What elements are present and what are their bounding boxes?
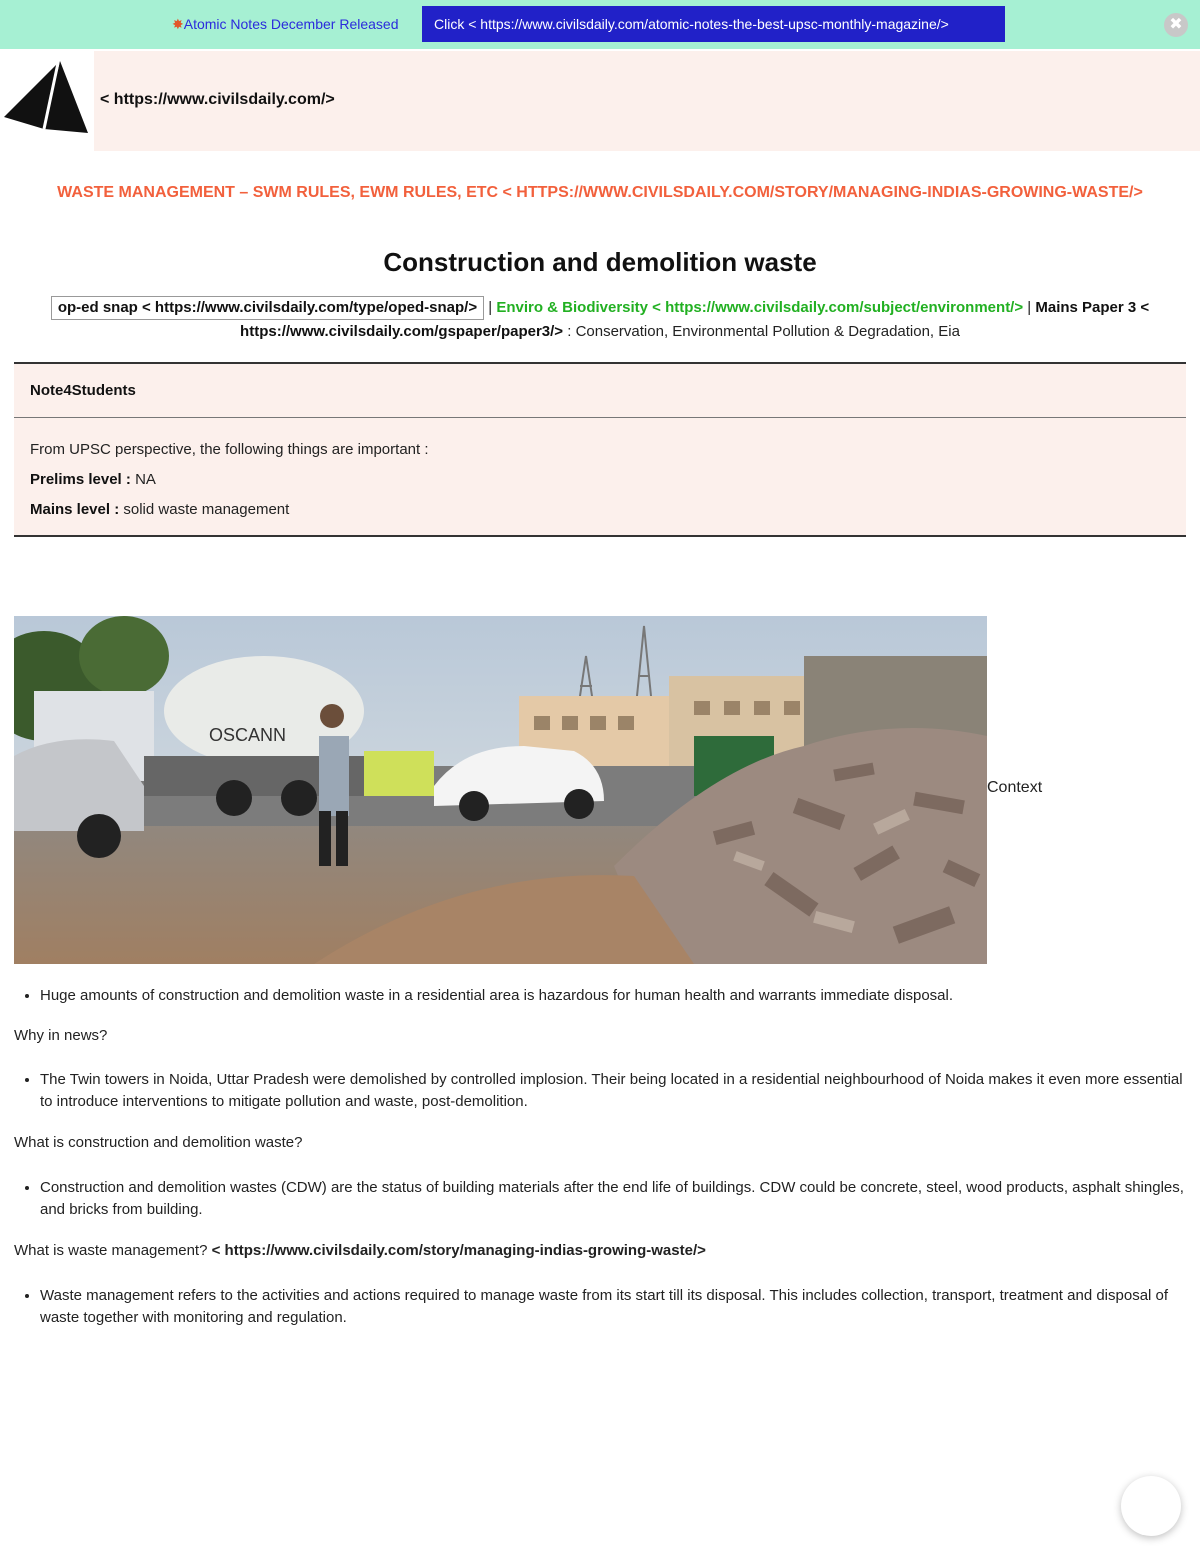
announcement-bar: [0, 0, 1200, 49]
list-item: • The Twin towers in Noida, Uttar Pradesh were demolished by controlled implosion. Their being located in a residential neighbourhood of Noida makes it even more essential to introduce interventions to mitigate pollution and waste, post-demolition.: [40, 1069, 1189, 1113]
article-image: [14, 616, 987, 964]
tag-oped-snap[interactable]: op-ed snap < https://www.civilsdaily.com/type/oped-snap/>: [51, 296, 484, 320]
home-link[interactable]: < https://www.civilsdaily.com/>: [100, 91, 335, 108]
context-list: [14, 985, 1189, 1007]
prelims-level: [30, 470, 1186, 490]
section-heading-why-in-news: Why in news?: [14, 1027, 108, 1044]
note-heading: Note4Students: [14, 364, 1186, 418]
announcement-label: Atomic Notes December Released: [183, 16, 399, 32]
construction-debris-photo: [14, 616, 987, 964]
section-heading-waste-management: [14, 1242, 1189, 1259]
floating-action-button[interactable]: [1121, 1476, 1181, 1536]
tag-separator: |: [1023, 299, 1036, 316]
waste-management-list: [14, 1285, 1189, 1329]
context-label: Context: [987, 779, 1043, 796]
article-tags: [5, 296, 1195, 344]
announcement-text[interactable]: [172, 16, 399, 33]
mains-label: Mains level :: [30, 501, 120, 518]
burst-icon: ✸: [172, 16, 184, 32]
site-logo[interactable]: [0, 51, 94, 151]
list-item: • Huge amounts of construction and demolition waste in a residential area is hazardous for human health and warrants immediate disposal.: [40, 985, 1189, 1007]
prelims-value: NA: [130, 471, 156, 488]
logo-icon: [4, 59, 90, 145]
svg-text:OSCANN: OSCANN: [209, 725, 287, 745]
tag-mains-paper-3[interactable]: Mains Paper 3 < https://www.civilsdaily.com/gspaper/paper3/>: [240, 299, 1150, 340]
tag-enviro-biodiversity[interactable]: Enviro & Biodiversity < https://www.civilsdaily.com/subject/environment/>: [496, 299, 1024, 316]
news-list: [14, 1069, 1189, 1113]
note4students-box: [14, 362, 1186, 537]
mains-level: [30, 500, 1186, 520]
waste-management-link[interactable]: < https://www.civilsdaily.com/story/managing-indias-growing-waste/>: [211, 1242, 706, 1259]
prelims-label: Prelims level :: [30, 471, 131, 488]
site-header: [0, 51, 1200, 151]
note-intro: From UPSC perspective, the following things are important :: [30, 441, 429, 458]
cdw-list: [14, 1177, 1189, 1221]
tag-separator: |: [484, 299, 497, 316]
tag-topics: : Conservation, Environmental Pollution & Degradation, Eia: [563, 323, 960, 340]
close-icon[interactable]: ✖: [1164, 13, 1188, 37]
list-item: • Construction and demolition wastes (CDW) are the status of building materials after the end life of buildings. CDW could be concrete, steel, wood products, asphalt shingles, and bricks from building.: [40, 1177, 1189, 1221]
page-title: Construction and demolition waste: [383, 247, 817, 277]
waste-management-heading: What is waste management?: [14, 1242, 208, 1259]
list-item: • Waste management refers to the activities and actions required to manage waste from its start till its disposal. This includes collection, transport, treatment and disposal of waste together with monitoring and regulation.: [40, 1285, 1189, 1329]
note-body: [14, 418, 1186, 520]
magazine-link-button[interactable]: Click < https://www.civilsdaily.com/atomic-notes-the-best-upsc-monthly-magazine/>: [422, 6, 1005, 42]
section-heading-cdw: What is construction and demolition waste?: [14, 1134, 303, 1151]
category-link[interactable]: WASTE MANAGEMENT – SWM RULES, EWM RULES, ETC < HTTPS://WWW.CIVILSDAILY.COM/STORY/MANAGING-INDIAS-GROWING-WASTE/>: [57, 184, 1143, 201]
mains-value: solid waste management: [119, 501, 290, 518]
